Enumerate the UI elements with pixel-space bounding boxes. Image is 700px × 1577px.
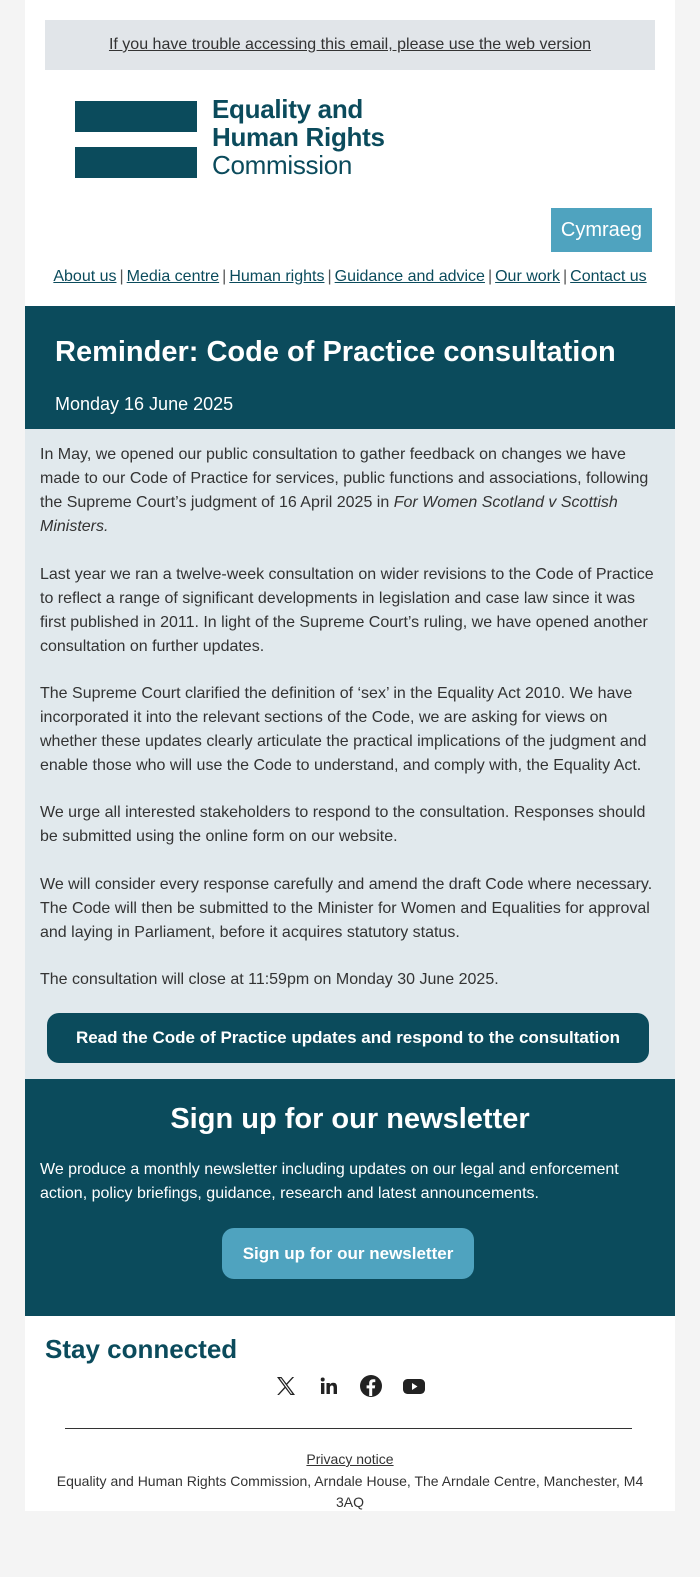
paragraph-4: We urge all interested stakeholders to respond to the consultation. Responses should be submitted using the online form on our website. <box>40 804 646 845</box>
logo-wordmark <box>212 95 385 179</box>
linkedin-icon[interactable] <box>317 1374 341 1398</box>
page-title: Reminder: Code of Practice consultation <box>55 336 616 368</box>
logo-line-1: Equality and <box>212 94 363 124</box>
web-version-bar <box>45 20 655 70</box>
nav-contact-us[interactable]: Contact us <box>570 268 647 285</box>
paragraph-2: Last year we ran a twelve-week consultation on wider revisions to the Code of Practice to reflect a range of significant developments in legislation and case law since it was first published in 2011. In light of the Supreme Court’s ruling, we have opened another consultation on further updates. <box>40 566 654 655</box>
facebook-icon[interactable] <box>359 1374 383 1398</box>
newsletter-signup <box>25 1079 675 1316</box>
newsletter-signup-button[interactable]: Sign up for our newsletter <box>222 1228 474 1279</box>
youtube-icon[interactable] <box>402 1374 426 1398</box>
paragraph-1-text: In May, we opened our public consultation to gather feedback on changes we have made to our Code of Practice for services, public functions and associations, following the Supreme Court’s judgment of 16 April 2025 in <box>40 446 649 511</box>
logo-bar-bottom <box>75 147 197 178</box>
nav-media-centre[interactable]: Media centre <box>126 268 220 285</box>
nav-about-us[interactable]: About us <box>53 268 117 285</box>
article-body <box>25 429 675 1079</box>
x-icon[interactable] <box>274 1374 298 1398</box>
paragraph-3: The Supreme Court clarified the definition of ‘sex’ in the Equality Act 2010. We have incorporated it into the relevant sections of the Code, we are asking for views on whether these updates clearly articulate the practical implications of the judgment and enable those who will use the Code to understand, and comply with, the Equality Act. <box>40 685 647 774</box>
hero-banner <box>25 306 675 429</box>
cymraeg-button[interactable]: Cymraeg <box>551 208 652 252</box>
nav-separator: | <box>119 268 124 285</box>
stay-connected-heading: Stay connected <box>45 1334 238 1364</box>
organisation-address: Equality and Human Rights Commission, Arndale House, The Arndale Centre, Manchester, M4 3AQ <box>56 1473 644 1510</box>
nav-our-work[interactable]: Our work <box>495 268 561 285</box>
paragraph-1 <box>40 443 660 539</box>
nav-separator: | <box>327 268 332 285</box>
logo-line-3: Commission <box>212 150 353 180</box>
nav-guidance-advice[interactable]: Guidance and advice <box>334 268 485 285</box>
web-version-link[interactable]: If you have trouble accessing this email, please use the web version <box>108 36 592 53</box>
nav-separator: | <box>563 268 568 285</box>
nav-human-rights[interactable]: Human rights <box>229 268 325 285</box>
privacy-row <box>25 1451 675 1467</box>
newsletter-heading: Sign up for our newsletter <box>170 1103 530 1135</box>
top-navigation <box>25 268 675 286</box>
ehrc-logo[interactable] <box>75 95 405 185</box>
publish-date: Monday 16 June 2025 <box>55 394 234 414</box>
paragraph-5: We will consider every response carefully and amend the draft Code where necessary. The Code will then be submitted to the Minister for Women and Equalities for approval and laying in Parliament, before it acquires statutory status. <box>40 876 653 941</box>
logo-bar-top <box>75 101 197 132</box>
nav-separator: | <box>222 268 227 285</box>
paragraph-1-case-name: For Women Scotland v Scottish Ministers. <box>40 494 618 535</box>
logo-line-2: Human Rights <box>212 122 385 152</box>
social-links <box>274 1373 426 1399</box>
paragraph-6: The consultation will close at 11:59pm on Monday 30 June 2025. <box>40 971 499 988</box>
respond-consultation-button[interactable]: Read the Code of Practice updates and respond to the consultation <box>47 1013 649 1063</box>
footer-divider <box>65 1428 632 1429</box>
email-container <box>25 0 675 1511</box>
privacy-notice-link[interactable]: Privacy notice <box>306 1451 394 1467</box>
nav-separator: | <box>487 268 493 285</box>
newsletter-description: We produce a monthly newsletter including updates on our legal and enforcement action, policy briefings, guidance, research and latest announcements. <box>40 1161 619 1202</box>
